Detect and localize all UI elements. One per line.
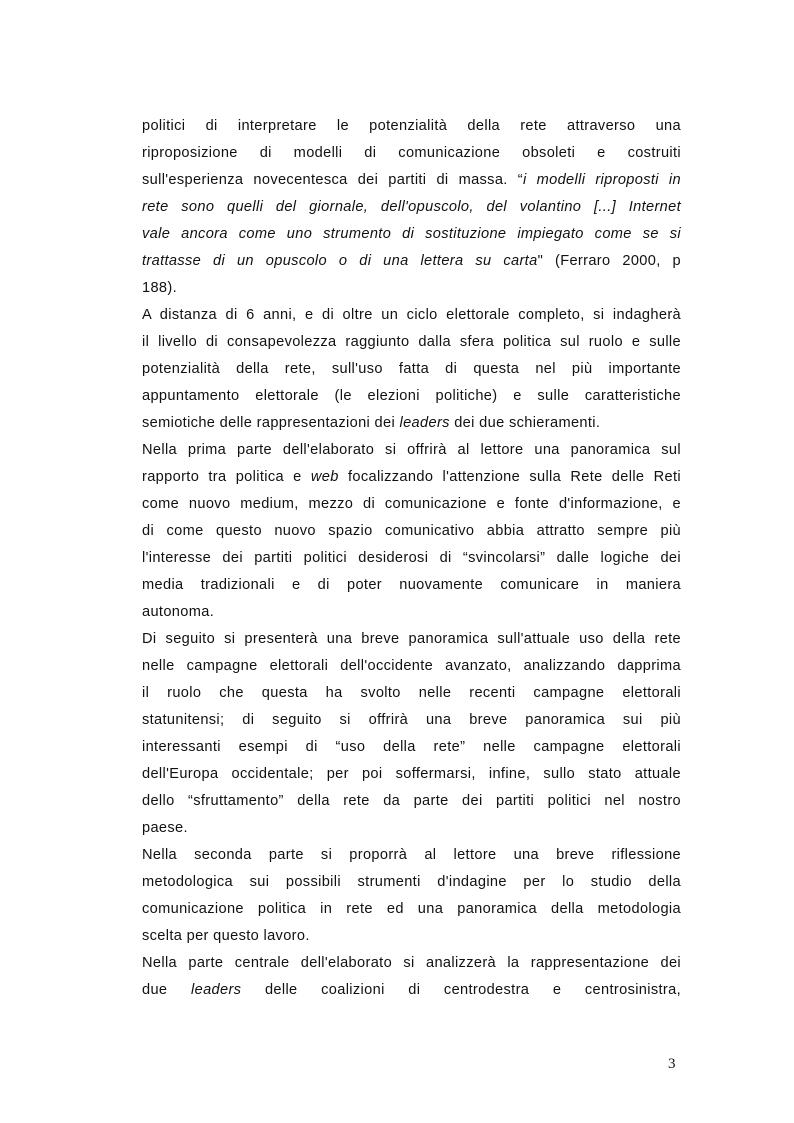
text-line	[142, 572, 681, 599]
text-segment: comunicazione politica in rete ed una panoramica della metodologia	[142, 901, 681, 917]
italic-text: leaders	[399, 415, 450, 431]
text-line	[142, 194, 681, 221]
text-line	[142, 275, 681, 302]
text-line	[142, 842, 681, 869]
text-segment: il ruolo che questa ha svolto nelle recenti campagne elettorali	[142, 685, 681, 701]
text-segment: semiotiche delle rappresentazioni dei	[142, 415, 400, 431]
text-segment: riproposizione di modelli di comunicazione obsoleti e costruiti	[142, 145, 681, 161]
text-line	[142, 815, 681, 842]
text-segment: l'interesse dei partiti politici desiderosi di “svincolarsi” dalle logiche dei	[142, 550, 681, 566]
text-segment: dell'Europa occidentale; per poi soffermarsi, infine, sullo stato attuale	[142, 766, 681, 782]
text-line	[142, 599, 681, 626]
italic-text: trattasse di un opuscolo o di una lettera su carta	[142, 253, 538, 269]
text-line	[142, 707, 681, 734]
text-line	[142, 464, 681, 491]
paragraph	[142, 302, 681, 437]
paragraph	[142, 842, 681, 950]
text-segment: politici di interpretare le potenzialità della rete attraverso una	[142, 118, 681, 134]
text-segment: appuntamento elettorale (le elezioni politiche) e sulle caratteristiche	[142, 388, 681, 404]
text-line	[142, 113, 681, 140]
text-line	[142, 545, 681, 572]
text-line	[142, 977, 681, 1004]
text-segment: focalizzando l'attenzione sulla Rete delle Reti	[338, 469, 681, 485]
text-line	[142, 734, 681, 761]
text-segment: Nella prima parte dell'elaborato si offrirà al lettore una panoramica sul	[142, 442, 681, 458]
text-line	[142, 896, 681, 923]
text-segment: sull'esperienza novecentesca dei partiti di massa. “	[142, 172, 523, 188]
italic-text: i modelli riproposti in	[522, 172, 681, 188]
text-segment: metodologica sui possibili strumenti d'indagine per lo studio della	[142, 874, 681, 890]
text-line	[142, 788, 681, 815]
italic-text: rete sono quelli del giornale, dell'opuscolo, del volantino [...] Internet	[142, 199, 681, 215]
text-segment: autonoma.	[142, 604, 215, 620]
paragraph	[142, 113, 681, 302]
text-segment: di come questo nuovo spazio comunicativo abbia attratto sempre più	[142, 523, 681, 539]
text-line	[142, 248, 681, 275]
text-segment: " (Ferraro 2000, p	[537, 253, 681, 269]
text-line	[142, 302, 681, 329]
text-segment: interessanti esempi di “uso della rete” nelle campagne elettorali	[142, 739, 681, 755]
paragraph	[142, 626, 681, 842]
paragraph	[142, 437, 681, 626]
text-segment: statunitensi; di seguito si offrirà una breve panoramica sui più	[142, 712, 681, 728]
text-line	[142, 923, 681, 950]
text-line	[142, 383, 681, 410]
text-segment: potenzialità della rete, sull'uso fatta di questa nel più importante	[142, 361, 681, 377]
text-line	[142, 761, 681, 788]
text-segment: media tradizionali e di poter nuovamente comunicare in maniera	[142, 577, 681, 593]
text-line	[142, 518, 681, 545]
text-segment: Nella parte centrale dell'elaborato si analizzerà la rappresentazione dei	[142, 955, 681, 971]
italic-text: web	[310, 469, 339, 485]
paragraph	[142, 950, 681, 1004]
page-number: 3	[668, 1056, 676, 1072]
text-segment: dei due schieramenti.	[449, 415, 601, 431]
text-segment: 188).	[142, 280, 178, 296]
italic-text: vale ancora come uno strumento di sostituzione impiegato come se si	[142, 226, 681, 242]
text-segment: rapporto tra politica e	[142, 469, 311, 485]
text-segment: nelle campagne elettorali dell'occidente avanzato, analizzando dapprima	[142, 658, 681, 674]
text-segment: Nella seconda parte si proporrà al lettore una breve riflessione	[142, 847, 681, 863]
italic-text: leaders	[191, 982, 242, 998]
text-segment: Di seguito si presenterà una breve panoramica sull'attuale uso della rete	[142, 631, 681, 647]
text-line	[142, 221, 681, 248]
text-line	[142, 140, 681, 167]
text-line	[142, 437, 681, 464]
text-line	[142, 626, 681, 653]
text-line	[142, 653, 681, 680]
text-segment: delle coalizioni di centrodestra e centrosinistra,	[241, 982, 681, 998]
text-line	[142, 329, 681, 356]
text-segment: due	[142, 982, 192, 998]
text-segment: il livello di consapevolezza raggiunto dalla sfera politica sul ruolo e sulle	[142, 334, 681, 350]
text-segment: come nuovo medium, mezzo di comunicazione e fonte d'informazione, e	[142, 496, 681, 512]
text-segment: scelta per questo lavoro.	[142, 928, 310, 944]
text-segment: paese.	[142, 820, 188, 836]
text-line	[142, 356, 681, 383]
text-segment: A distanza di 6 anni, e di oltre un ciclo elettorale completo, si indagherà	[142, 307, 681, 323]
text-line	[142, 869, 681, 896]
text-line	[142, 950, 681, 977]
text-line	[142, 410, 681, 437]
text-line	[142, 491, 681, 518]
body-text	[142, 113, 681, 1004]
text-line	[142, 680, 681, 707]
text-line	[142, 167, 681, 194]
text-segment: dello “sfruttamento” della rete da parte dei partiti politici nel nostro	[142, 793, 681, 809]
